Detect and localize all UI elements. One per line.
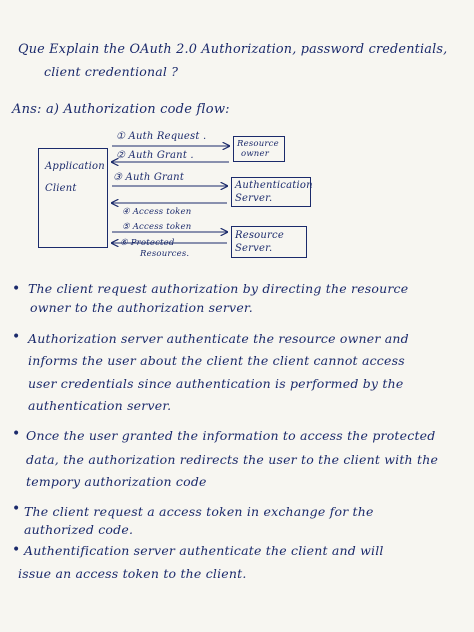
client-label-line-2: Client	[45, 183, 77, 194]
bullet-5: •	[12, 542, 21, 558]
resource-server-line-1: Resource	[235, 230, 284, 241]
step-5-label: ⑤ Access token	[122, 222, 192, 232]
bullet-4: •	[12, 501, 21, 517]
question-line-2: client credentional ?	[44, 64, 179, 79]
bullet-2-line-3: user credentials since authentication is performed by the	[28, 376, 404, 391]
bullet-2-line-2: informs the user about the client the client cannot access	[28, 353, 405, 368]
client-label-line-1: Application	[45, 161, 105, 172]
bullet-1-line-1: The client request authorization by directing the resource	[28, 281, 409, 296]
step-6-label-line-2: Resources.	[140, 249, 190, 259]
bullet-5-line-1: Authentification server authenticate the client and will	[24, 543, 384, 558]
bullet-3: •	[12, 426, 21, 442]
auth-server-line-2: Server.	[235, 193, 273, 204]
bullet-2-line-1: Authorization server authenticate the resource owner and	[28, 331, 409, 346]
bullet-4-line-2: authorized code.	[24, 522, 134, 537]
bullet-4-line-1: The client request a access token in exchange for the	[24, 504, 374, 519]
step-3-label: ③ Auth Grant	[113, 172, 185, 183]
step-6-label-line-1: ⑥ Protected	[120, 238, 175, 248]
resource-owner-line-1: Resource	[237, 139, 279, 149]
bullet-3-line-3: tempory authorization code	[26, 474, 207, 489]
bullet-1-line-2: owner to the authorization server.	[30, 300, 253, 315]
resource-server-line-2: Server.	[235, 243, 273, 254]
question-line-1: Que Explain the OAuth 2.0 Authorization, password credentials,	[18, 42, 448, 57]
bullet-2-line-4: authentication server.	[28, 398, 172, 413]
bullet-1: •	[12, 281, 21, 297]
step-4-label: ④ Access token	[122, 207, 192, 217]
bullet-3-line-2: data, the authorization redirects the user to the client with the	[26, 452, 439, 467]
resource-owner-line-2: owner	[241, 149, 269, 159]
step-2-label: ② Auth Grant .	[116, 150, 194, 161]
auth-server-line-1: Authentication	[235, 180, 313, 191]
bullet-5-line-2: issue an access token to the client.	[18, 566, 247, 581]
step-1-label: ① Auth Request .	[116, 131, 207, 142]
bullet-3-line-1: Once the user granted the information to access the protected	[26, 428, 436, 443]
bullet-2: •	[12, 329, 21, 345]
answer-heading: Ans: a) Authorization code flow:	[12, 102, 230, 117]
